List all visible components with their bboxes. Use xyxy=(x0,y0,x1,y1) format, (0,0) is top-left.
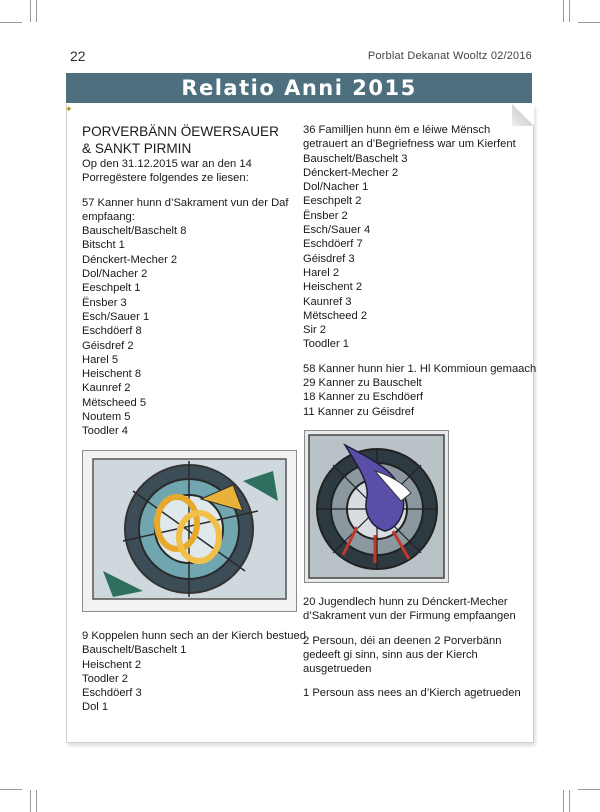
list-item: Esch/Sauer 1 xyxy=(82,310,150,323)
leaving-line: gedeeft gi sinn, sinn aus der Kierch xyxy=(303,648,478,661)
list-item: Heischent 2 xyxy=(82,658,142,671)
crop-mark xyxy=(36,0,37,22)
list-item: Dénckert-Mecher 2 xyxy=(303,166,399,179)
pushpin-icon: ✦ xyxy=(65,104,73,114)
stained-glass-dove-image xyxy=(304,430,449,583)
list-item: 11 Kanner zu Géisdref xyxy=(303,405,415,418)
list-item: Eschdöerf 8 xyxy=(82,325,142,338)
stained-glass-rings-image xyxy=(82,450,297,612)
list-item: Géisdref 2 xyxy=(82,339,134,352)
list-item: Bitscht 1 xyxy=(82,239,125,252)
list-item: Heischent 8 xyxy=(82,368,142,381)
list-item: Sir 2 xyxy=(303,324,327,337)
crop-mark xyxy=(36,790,37,812)
page-header xyxy=(70,48,532,66)
page-number: 22 xyxy=(70,48,86,64)
baptisms-heading: empfaang: xyxy=(82,210,135,223)
communion-heading: 58 Kanner hunn hier 1. Hl Kommioun gemaach xyxy=(303,362,537,375)
right-bottom-block xyxy=(303,595,531,701)
list-item: Toodler 1 xyxy=(303,338,350,351)
baptisms-heading: 57 Kanner hunn d’Sakrament vun der Daf xyxy=(82,196,289,209)
rejoin-line: 1 Persoun ass nees an d’Kierch agetrueden xyxy=(303,687,521,700)
heading-line: & SANKT PIRMIN xyxy=(82,141,192,156)
list-item: Eeschpelt 1 xyxy=(82,282,141,295)
crop-mark xyxy=(563,790,564,812)
list-item: Géisdref 3 xyxy=(303,252,355,265)
confirmation-line: 20 Jugendlech hunn zu Dénckert-Mecher xyxy=(303,596,508,608)
list-item: Harel 5 xyxy=(82,353,119,366)
list-item: Heischent 2 xyxy=(303,281,363,294)
crop-mark xyxy=(30,0,31,22)
list-item: Eeschpelt 2 xyxy=(303,195,362,208)
list-item: Kaunref 2 xyxy=(82,382,131,395)
list-item: Bauschelt/Baschelt 3 xyxy=(303,152,408,165)
leaving-line: ausgetrueden xyxy=(303,663,372,676)
crop-mark xyxy=(30,790,31,812)
banner-title: Relatio Anni 2015 xyxy=(181,76,417,100)
crop-mark xyxy=(0,789,22,790)
intro-line: Op den 31.12.2015 war an den 14 xyxy=(82,158,252,170)
crop-mark xyxy=(578,789,600,790)
crop-mark xyxy=(569,0,570,22)
list-item: Eschdöerf 7 xyxy=(303,238,363,251)
left-column xyxy=(82,123,297,439)
list-item: Toodler 4 xyxy=(82,425,129,438)
crop-mark xyxy=(563,0,564,22)
crop-mark xyxy=(0,22,22,23)
crop-mark xyxy=(578,22,600,23)
publication-title: Porblat Dekanat Wooltz 02/2016 xyxy=(367,50,532,62)
list-item: 18 Kanner zu Eschdöerf xyxy=(303,391,424,404)
list-item: Bauschelt/Baschelt 8 xyxy=(82,225,187,238)
weddings-heading: 9 Koppelen hunn sech an der Kierch bestued xyxy=(82,630,306,642)
list-item: 29 Kanner zu Bauschelt xyxy=(303,377,422,390)
list-item: Dol/Nacher 1 xyxy=(303,181,369,194)
list-item: Dol 1 xyxy=(82,701,109,714)
weddings-block xyxy=(82,629,306,715)
confirmation-line: d’Sakrament vun der Firmung empfaangen xyxy=(303,610,516,623)
list-item: Eschdöerf 3 xyxy=(82,687,142,700)
funerals-heading: getrauert an d’Begriefness war um Kierfent xyxy=(303,138,516,151)
funerals-heading: 36 Familljen hunn ëm e léiwe Mënsch xyxy=(303,124,491,136)
leaving-line: 2 Persoun, déi an deenen 2 Porverbänn xyxy=(303,634,502,647)
list-item: Dénckert-Mecher 2 xyxy=(82,253,178,266)
heading-line: PORVERBÄNN ÖEWERSAUER xyxy=(82,124,279,139)
list-item: Harel 2 xyxy=(303,266,340,279)
right-column xyxy=(303,123,537,419)
list-item: Bauschelt/Baschelt 1 xyxy=(82,644,187,657)
list-item: Ënsber 3 xyxy=(82,296,127,309)
list-item: Mëtscheed 5 xyxy=(82,396,147,409)
intro-line: Porregëstere folgendes ze liesen: xyxy=(82,172,249,185)
list-item: Ënsber 2 xyxy=(303,209,348,222)
list-item: Toodler 2 xyxy=(82,672,129,685)
list-item: Mëtscheed 2 xyxy=(303,309,368,322)
list-item: Kaunref 3 xyxy=(303,295,352,308)
crop-mark xyxy=(569,790,570,812)
list-item: Esch/Sauer 4 xyxy=(303,224,371,237)
list-item: Noutem 5 xyxy=(82,411,131,424)
list-item: Dol/Nacher 2 xyxy=(82,268,148,281)
section-banner xyxy=(66,73,532,103)
